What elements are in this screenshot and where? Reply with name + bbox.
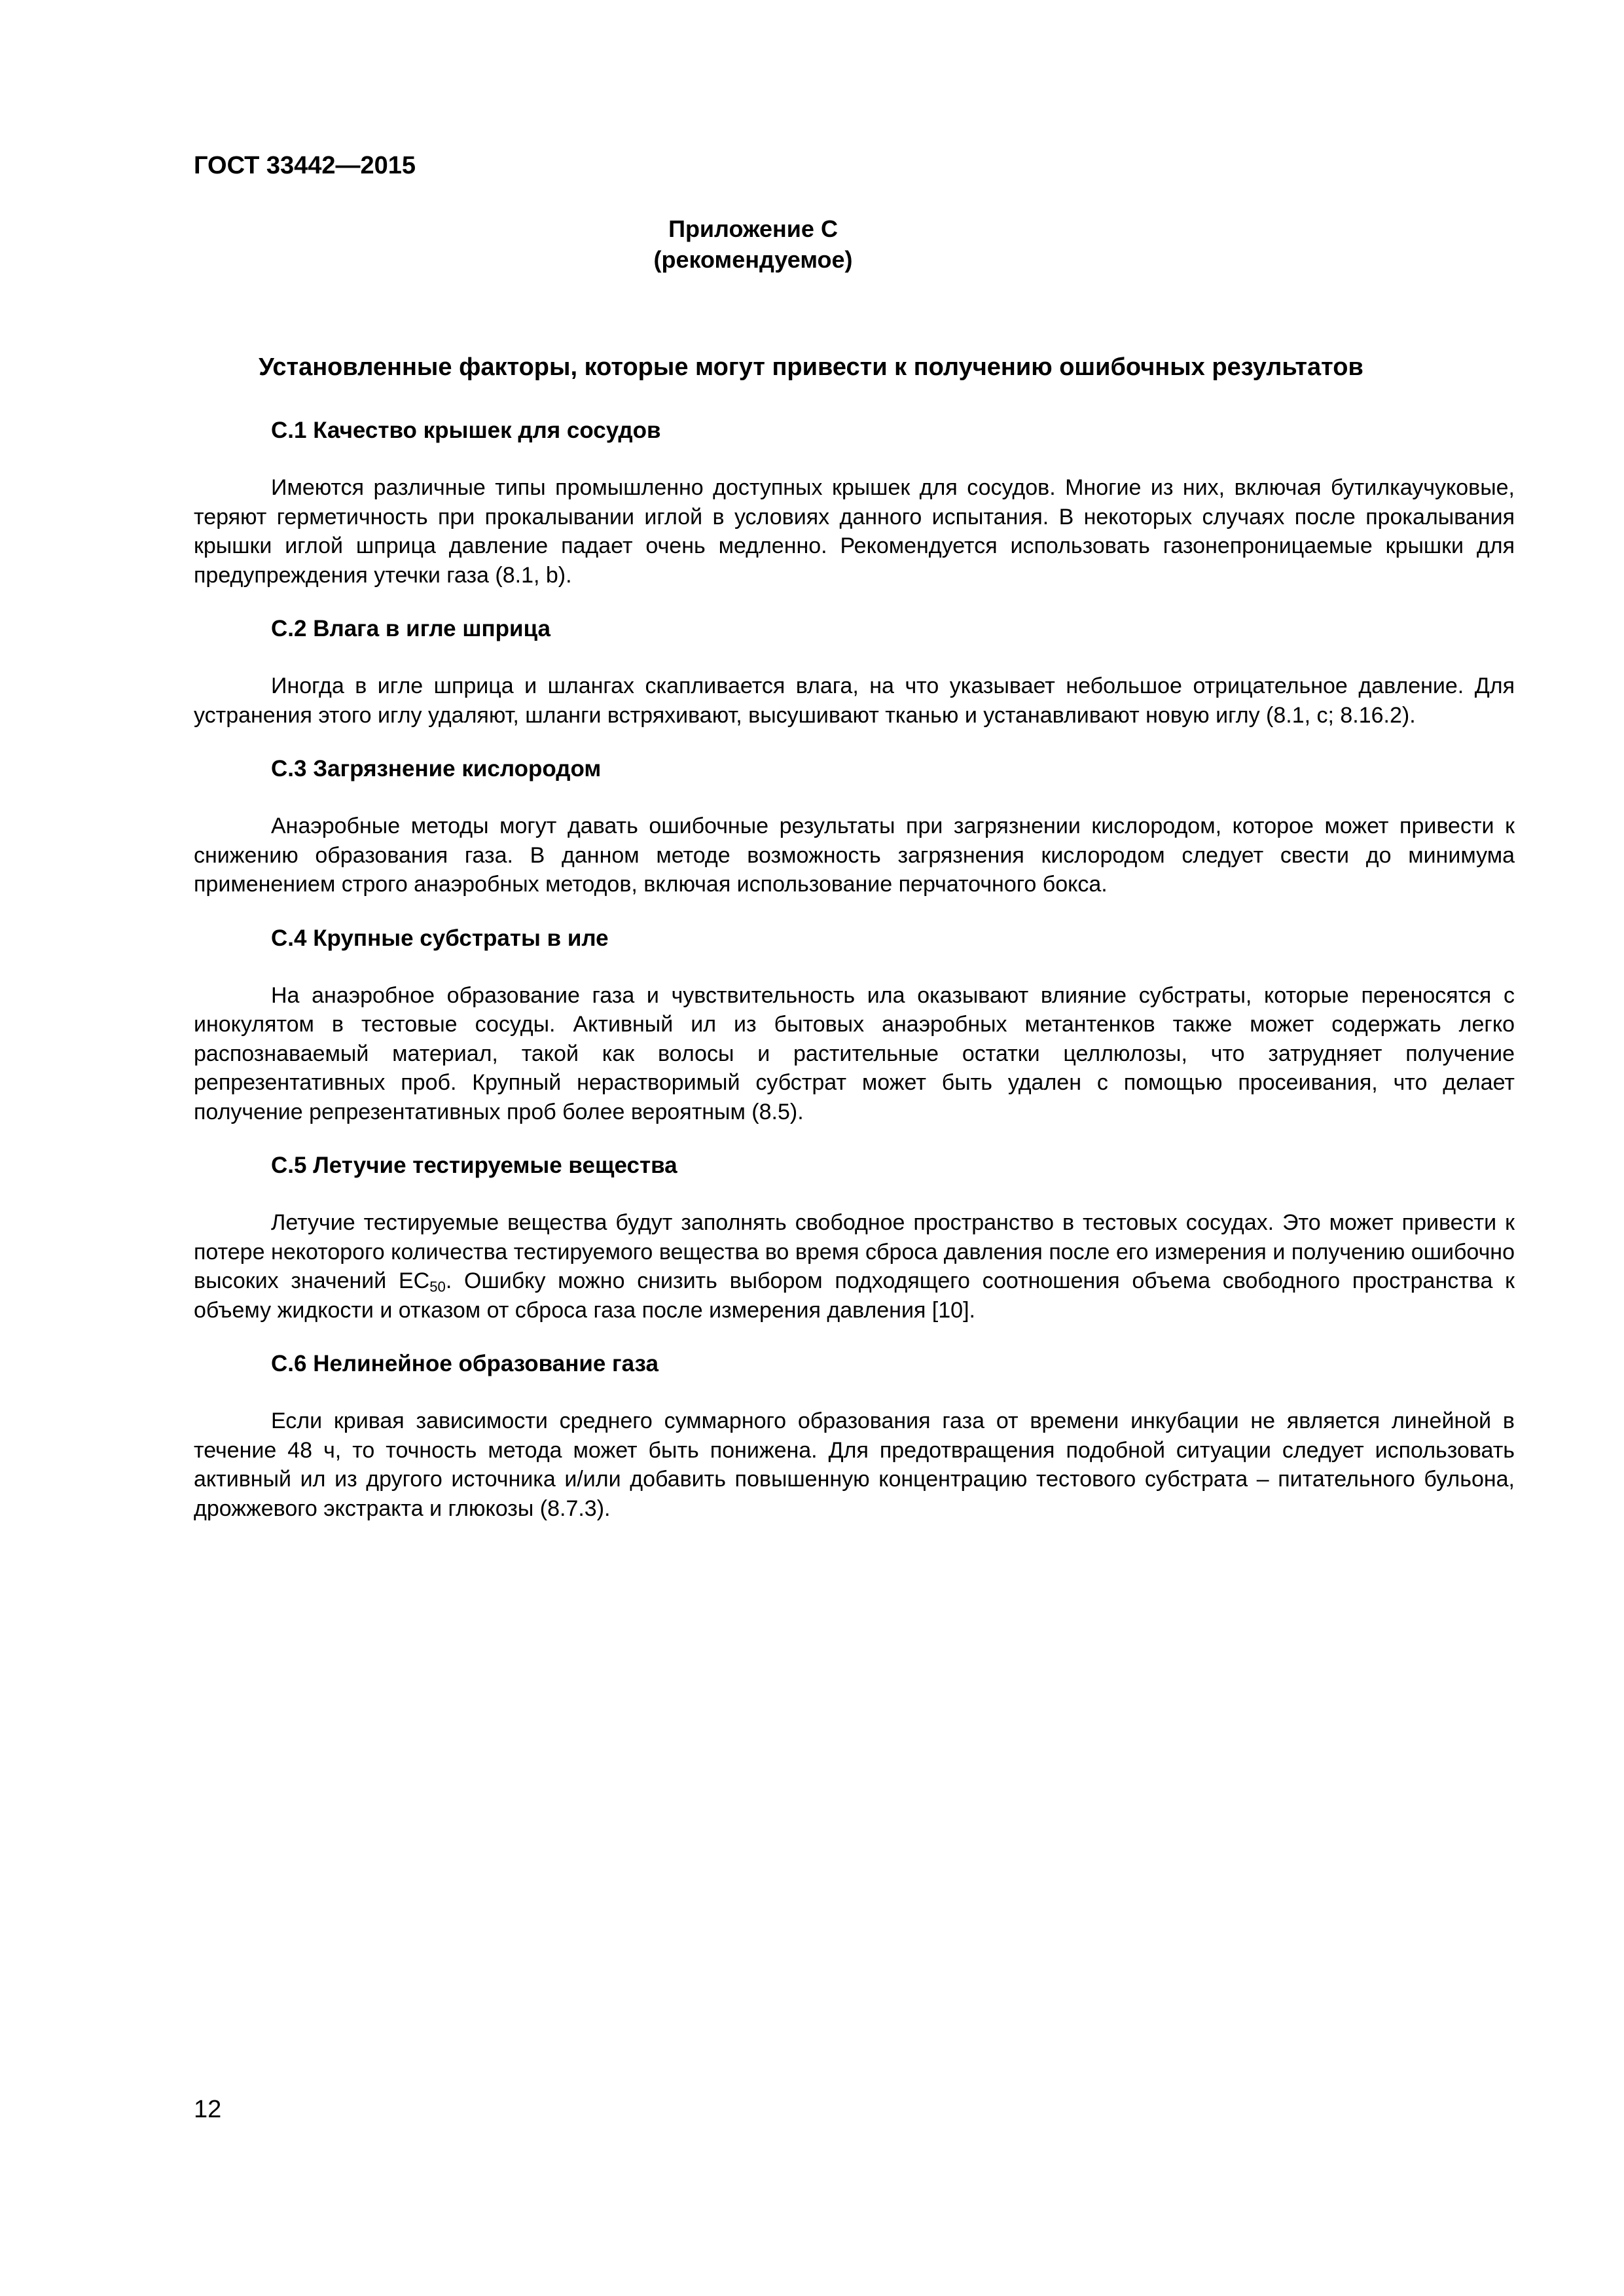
section-heading: С.5 Летучие тестируемые вещества xyxy=(271,1153,677,1178)
section-body: На анаэробное образование газа и чувствительность ила оказывают влияние субстраты, которые переносятся с инокулятом в тестовые сосуды. Активный ил из бытовых анаэробных метантенков также может содержать легко распознаваемый материал, такой как волосы и растительные остатки целлюлозы, что затрудняет получение репрезентативных проб. Крупный нерастворимый субстрат может быть удален с помощью просеивания, что делает получение репрезентативных проб более вероятным (8.5). xyxy=(194,982,1515,1124)
section-body: Анаэробные методы могут давать ошибочные результаты при загрязнении кислородом, которое может привести к снижению образования газа. В данном методе возможность загрязнения кислородом следует свести до минимума применением строго анаэробных методов, включая использование перчаточного бокса. xyxy=(194,814,1515,897)
section-body xyxy=(194,1208,1515,1325)
section-heading: С.6 Нелинейное образование газа xyxy=(271,1351,659,1376)
section-c6 xyxy=(194,1350,1515,1523)
section-c1 xyxy=(194,416,1515,590)
main-title: Установленные факторы, которые могут привести к получению ошибочных результатов xyxy=(259,353,1363,381)
appendix-header xyxy=(194,213,1312,275)
section-heading: С.4 Крупные субстраты в иле xyxy=(271,925,609,951)
document-content xyxy=(194,416,1515,1548)
section-c2 xyxy=(194,615,1515,730)
section-c3 xyxy=(194,755,1515,899)
section-heading: С.3 Загрязнение кислородом xyxy=(271,756,602,781)
section-body: Иногда в игле шприца и шлангах скапливается влага, на что указывает небольшое отрицательное давление. Для устранения этого иглу удаляют, шланги встряхивают, высушивают тканью и устанавливают новую иглу (8.1, с; 8.16.2). xyxy=(194,673,1515,728)
section-body: Имеются различные типы промышленно доступных крышек для сосудов. Многие из них, включая бутилкаучуковые, теряют герметичность при прокалывании иглой в условиях данного испытания. В некоторых случаях после прокалывания крышки иглой шприца давление падает очень медленно. Рекомендуется использовать газонепроницаемые крышки для предупреждения утечки газа (8.1, b). xyxy=(194,475,1515,588)
section-c4 xyxy=(194,924,1515,1127)
section-heading: С.2 Влага в игле шприца xyxy=(271,616,550,641)
section-c5 xyxy=(194,1151,1515,1325)
ec50-subscript: 50 xyxy=(429,1278,446,1295)
section-body: Если кривая зависимости среднего суммарного образования газа от времени инкубации не является линейной в течение 48 ч, то точность метода может быть понижена. Для предотвращения подобной ситуации следует использовать активный ил из другого источника и/или добавить повышенную концентрацию тестового субстрата – питательного бульона, дрожжевого экстракта и глюкозы (8.7.3). xyxy=(194,1408,1515,1521)
appendix-title: Приложение С xyxy=(668,215,838,242)
section-body-text: Летучие тестируемые вещества будут заполнять свободное пространство в тестовых сосудах. Это может привести к потере некоторого количества тестируемого вещества во время сброса давления после его измерения и получению ошибочно высоких значений EC xyxy=(194,1210,1515,1293)
section-body-text: . Ошибку можно снизить выбором подходящего соотношения объема свободного пространства к объему жидкости и отказом от сброса газа после измерения давления [10]. xyxy=(194,1268,1515,1323)
document-code: ГОСТ 33442—2015 xyxy=(194,152,416,179)
page-number: 12 xyxy=(194,2096,222,2123)
appendix-status: (рекомендуемое) xyxy=(653,246,853,273)
section-heading: С.1 Качество крышек для сосудов xyxy=(271,418,661,443)
